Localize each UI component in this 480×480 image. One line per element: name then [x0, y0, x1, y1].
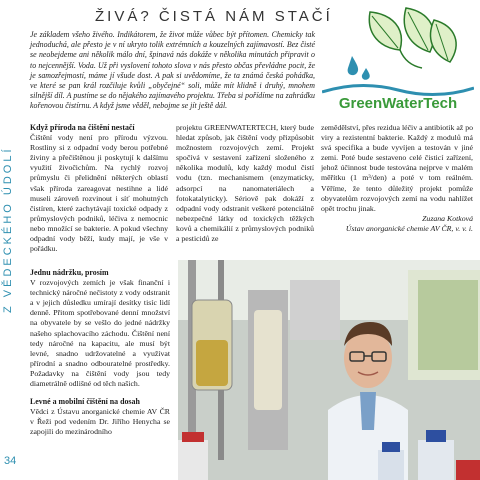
column-1	[30, 123, 168, 254]
page-number: 34	[4, 455, 17, 467]
col4-heading2: Levné a mobilní čištění na dosah	[30, 397, 140, 407]
article-title: ŽIVÁ? ČISTÁ NÁM STAČÍ	[95, 8, 333, 25]
col1-text: Čištění vody není pro přírodu výzvou. Rostliny si z odpadní vody berou potřebné živiny a přečištěnou ji poskytují k dalšímu využití živočichům. Na rychlý rozvoj průmyslu či přelidnění některých oblastí však příroda zareagovat nestihne a lidé museli zároveň rozvinout i síť mohutných čistíren, které zachytávají toxické odpady z průmyslových podniků, léčiva z nemocnic nebo množící se bakterie. A pokud všechny odpadní vody běží, kudy mají, je vše v pořádku.	[30, 133, 168, 254]
water-drops-icon	[348, 56, 370, 80]
affiliation: Ústav anorganické chemie AV ČR, v. v. i.	[345, 223, 473, 233]
col4-heading1: Jednu nádržku, prosím	[30, 268, 109, 277]
section-label: Z VĚDECKÉHO ÚDOLÍ	[2, 146, 14, 314]
logo-text: GreenWaterTech	[338, 95, 458, 112]
greenwatertech-logo	[322, 4, 474, 114]
col3-text: zemědělství, přes rezidua léčiv a antibiotik až po viry a rezistentní bakterie. Každý z modulů má svá specifika a bude vyvíjen a testován v jiné zemi. Poté bude sestaveno celé čisticí zařízení, jehož účinnost bude testována nejprve v malém měřítku (1 m³/den) a poté v tom reálném. Věříme, že tento důležitý projekt pomůže obyvatelům rozvojových zemí na vodu nahlížet opět trochu jinak.	[321, 123, 473, 213]
col1-heading: Když příroda na čištění nestačí	[30, 123, 135, 132]
column-3	[321, 123, 473, 234]
lab-photo	[178, 260, 480, 480]
leaf-icon	[369, 8, 456, 68]
column-4	[30, 268, 170, 438]
col4-text2: Vědci z Ústavu anorganické chemie AV ČR v Řeži pod vedením Dr. Jiřího Henycha se zapojili do mezinárodního	[30, 407, 170, 437]
column-2	[176, 123, 314, 244]
col4-text1: V rozvojových zemích je však finanční i technický náročné nečistoty z vody odstranit a v jejich důsledku umírají desítky tisíc lidí denně. Přitom spotřebované denní množství na obyvatele by se vešlo do jedné nádržky našeho splachovacího záchodu. Čištění není tedy náročné na kapacitu, ale musí být levné, snadno udržovatelné a využívat přírodní a snadno odbouratelné prostředky. Požadavky na čištění vody jsou tedy diametrálně odlišné od těch našich.	[30, 278, 170, 389]
section-sidebar	[0, 0, 24, 480]
author: Zuzana Kotková	[422, 213, 473, 223]
col2-text: projektu GREENWATERTECH, který bude hledat způsob, jak čištění vody přizpůsobit možnostem rozvojových zemí. Projekt spočívá v sestavení zařízení složeného z několika modulů, kdy každý modul čistí vodu (tzn. mechanismem (enzymaticky, adsorpcí na nanomateriálech a fotokatalyticky). Sériově pak dokáží z odpadní vody odstranit veškeré potenciálně nebezpečné látky od toxických těžkých kovů a chemikálií z průmyslových podniků a pesticidů ze	[176, 123, 314, 244]
wave-icon	[322, 85, 474, 94]
article-intro: Je základem všeho živého. Indikátorem, že život může vůbec být přítomen. Chemicky tak jednoduchá, ale přesto je v ní ukryto tolik extrémních a kouzelných zajímavostí. Bez čisté se neobejdeme ani několik málo dní, špinavá nás dokáže v několika minutách připravit o to nejcennější. Voda. Už při vyslovení tohoto slova v nás přesto občas převládne pocit, že je samozřejmostí, máme jí všude dost. A pak si uvědomíme, že ta známá česká pohádka, ve které se pan král rozčiluje kvůli „obyčejné“ soli, může mít klidně i druhý, mnohem silnější díl. A pustíme se do nějakého zajímavého projektu. Třeba si pořídíme na zahrádku kořenovou čistírnu. A když jsme věděl, nebojme se jít ještě dál.	[30, 30, 315, 111]
